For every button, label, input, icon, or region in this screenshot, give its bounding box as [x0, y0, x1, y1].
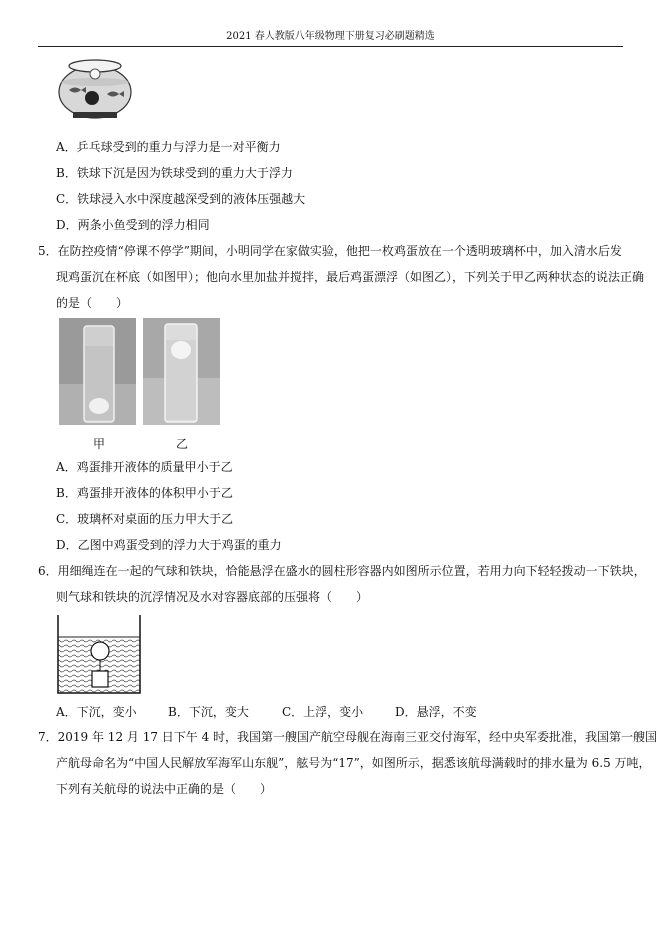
q5-stem-line-2: 现鸡蛋沉在杯底（如图甲）；他向水里加盐并搅拌，最后鸡蛋漂浮（如图乙），下列关于甲乙两种状态的说法正确	[56, 270, 645, 284]
q5-option-d: D．乙图中鸡蛋受到的浮力大于鸡蛋的重力	[56, 538, 282, 552]
q5-option-a: A．鸡蛋排开液体的质量甲小于乙	[56, 460, 233, 474]
q6-option-c: C．上浮，变小	[282, 705, 364, 719]
q6-option-d: D．悬浮，不变	[395, 705, 477, 719]
balloon-container-figure	[56, 613, 142, 695]
page-header: 2021 春人教版八年级物理下册复习必刷题精选	[38, 28, 623, 47]
fishbowl-figure	[55, 52, 135, 120]
q6-stem-line-2: 则气球和铁块的沉浮情况及水对容器底部的压强将（ ）	[56, 590, 369, 604]
egg-photo-jia	[59, 318, 136, 425]
q4-option-b: B．铁球下沉是因为铁球受到的重力大于浮力	[56, 166, 293, 180]
caption-yi: 乙	[176, 437, 189, 451]
q5-option-c: C．玻璃杯对桌面的压力甲大于乙	[56, 512, 234, 526]
q5-option-b: B．鸡蛋排开液体的体积甲小于乙	[56, 486, 233, 500]
q6-stem-line-1: 6．用细绳连在一起的气球和铁块，恰能悬浮在盛水的圆柱形容器内如图所示位置，若用力向下轻轻拨动一下铁块，	[38, 564, 646, 578]
q4-option-d: D．两条小鱼受到的浮力相同	[56, 218, 210, 232]
egg-photo-yi	[143, 318, 220, 425]
q6-option-a: A．下沉，变小	[56, 705, 137, 719]
q7-stem-line-3: 下列有关航母的说法中正确的是（ ）	[56, 782, 273, 796]
q7-stem-line-2: 产航母命名为“中国人民解放军海军山东舰”，舷号为“17”，如图所示，据悉该航母满载时的排水量为 6.5 万吨，	[56, 756, 651, 770]
q6-option-b: B．下沉，变大	[168, 705, 249, 719]
q5-stem-line-3: 的是（ ）	[56, 296, 129, 310]
q4-option-c: C．铁球浸入水中深度越深受到的液体压强越大	[56, 192, 306, 206]
q4-option-a: A．乒乓球受到的重力与浮力是一对平衡力	[56, 140, 281, 154]
q5-stem-line-1: 5．在防控疫情“停课不停学”期间，小明同学在家做实验，他把一枚鸡蛋放在一个透明玻璃杯中，加入清水后发	[38, 244, 622, 258]
q7-stem-line-1: 7．2019 年 12 月 17 日下午 4 时，我国第一艘国产航空母舰在海南三亚交付海军，经中央军委批准，我国第一艘国	[38, 730, 658, 744]
caption-jia: 甲	[93, 437, 106, 451]
